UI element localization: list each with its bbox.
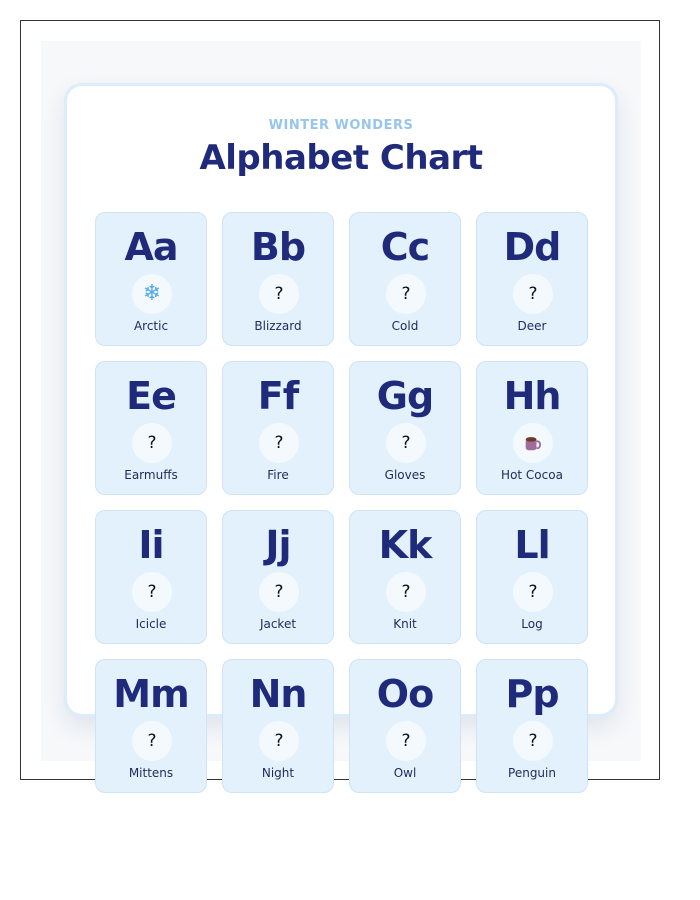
tile-letters: Kk [378,523,432,567]
letter-tile-h [476,361,588,495]
unknown-icon [513,274,553,314]
letter-tile-k [349,510,461,644]
unknown-icon [513,572,553,612]
letter-tile-l [476,510,588,644]
letter-tile-g [349,361,461,495]
tile-word: Knit [393,617,417,631]
icon-glyph: ? [147,433,157,453]
letter-tile-p [476,659,588,793]
icon-glyph: ? [401,284,411,304]
unknown-icon [386,274,426,314]
tile-word: Arctic [133,319,169,333]
tile-letters: Ii [138,523,164,567]
letter-tile-o [349,659,461,793]
tile-letters: Nn [249,672,307,716]
tile-letters: Cc [380,225,430,269]
tile-word: Night [261,766,295,780]
tile-word: Blizzard [254,319,302,333]
chart-title: Alphabet Chart [199,138,483,178]
icon-glyph: ? [401,731,411,751]
icon-glyph: ❄ [142,281,162,306]
tile-word: Deer [517,319,547,333]
unknown-icon [132,572,172,612]
unknown-icon [259,721,299,761]
letter-tile-m [95,659,207,793]
icon-glyph: ? [274,731,284,751]
unknown-icon [513,721,553,761]
letter-tile-c [349,212,461,346]
chart-kicker: WINTER WONDERS [268,118,414,133]
letter-tile-e [95,361,207,495]
tile-word: Cold [391,319,419,333]
tile-word: Mittens [128,766,174,780]
tile-letters: Jj [265,523,291,567]
tile-letters: Mm [113,672,189,716]
letter-tile-f [222,361,334,495]
tile-letters: Hh [503,374,561,418]
unknown-icon [259,423,299,463]
unknown-icon [259,274,299,314]
unknown-icon [259,572,299,612]
tile-letters: Ee [126,374,176,418]
tile-word: Icicle [135,617,167,631]
tile-word: Jacket [259,617,297,631]
unknown-icon [386,721,426,761]
icon-glyph: ? [528,284,538,304]
tile-letters: Pp [505,672,559,716]
tile-letters: Gg [376,374,434,418]
unknown-icon [386,572,426,612]
unknown-icon [386,423,426,463]
tile-letters: Ll [514,523,550,567]
tile-word: Fire [267,468,289,482]
icon-glyph: ? [528,582,538,602]
tile-word: Gloves [384,468,426,482]
letter-tile-b [222,212,334,346]
tile-word: Hot Cocoa [501,468,563,482]
tile-letters: Aa [124,225,178,269]
icon-glyph: ? [274,284,284,304]
letter-tile-d [476,212,588,346]
icon-glyph: ? [147,731,157,751]
letter-tile-n [222,659,334,793]
tile-letters: Dd [503,225,561,269]
unknown-icon [132,423,172,463]
icon-glyph: ? [147,582,157,602]
hot-cocoa-icon [513,423,553,463]
letter-tile-i [95,510,207,644]
unknown-icon [132,721,172,761]
icon-glyph: ? [528,731,538,751]
tile-letters: Bb [250,225,306,269]
letter-tile-a [95,212,207,346]
tile-letters: Ff [257,374,299,418]
letter-tile-j [222,510,334,644]
tile-word: Earmuffs [124,468,178,482]
icon-glyph: ? [274,582,284,602]
tile-word: Penguin [508,766,556,780]
icon-glyph: ? [401,433,411,453]
icon-glyph: ? [401,582,411,602]
tile-word: Owl [393,766,417,780]
icon-glyph: ? [274,433,284,453]
snowflake-icon [132,274,172,314]
tile-word: Log [521,617,543,631]
tile-letters: Oo [376,672,434,716]
